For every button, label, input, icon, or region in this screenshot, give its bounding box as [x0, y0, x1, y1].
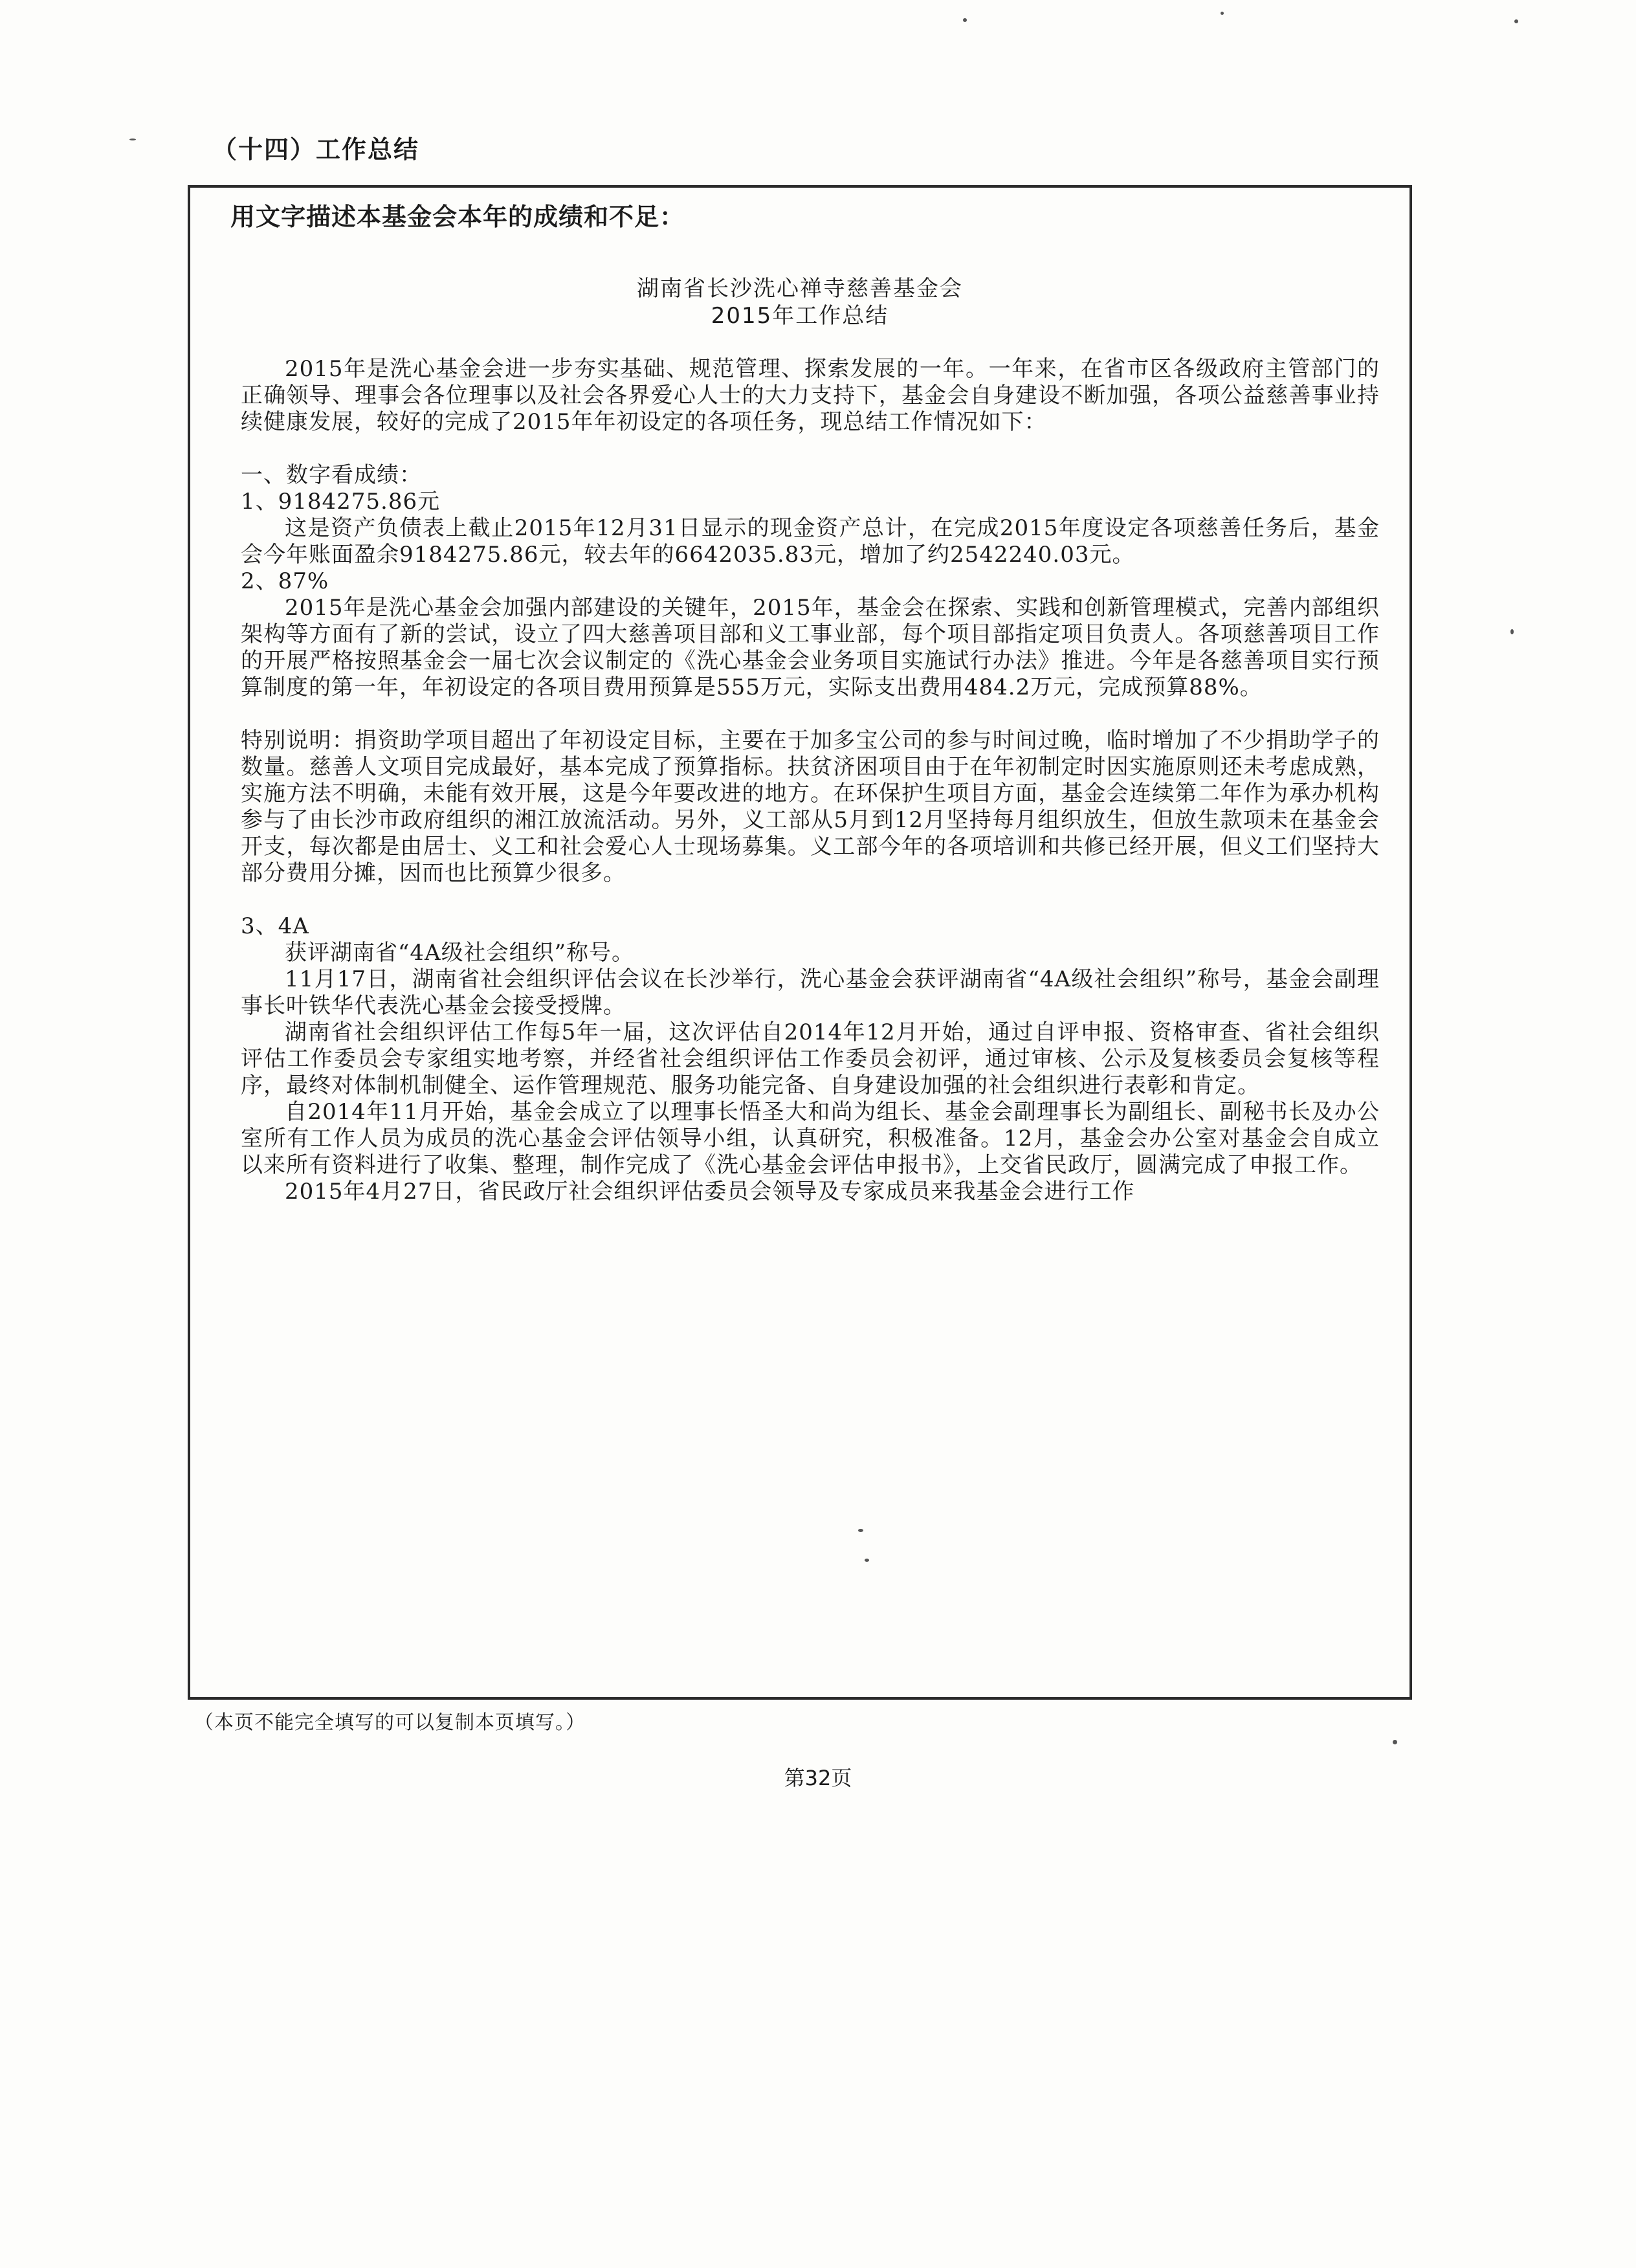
- section-title: （十四）工作总结: [212, 135, 420, 164]
- paragraph-item3-award: 获评湖南省“4A级社会组织”称号。: [285, 940, 634, 966]
- scan-speck: [865, 1559, 869, 1562]
- document-title-line1: 湖南省长沙洗心禅寺慈善基金会: [637, 276, 963, 302]
- paragraph-item2-body: 2015年是洗心基金会加强内部建设的关键年，2015年，基金会在探索、实践和创新管理模式，完善内部组织架构等方面有了新的尝试，设立了四大慈善项目部和义工事业部，每个项目部指定项目负责人。各项慈善项目工作的开展严格按照基金会一届七次会议制定的《洗心基金会业务项目实施试行办法》推进。今年是各慈善项目实行预算制度的第一年，年初设定的各项目费用预算是555万元，实际支出费用484.2万元，完成预算88%。: [241, 595, 1380, 700]
- paragraph-item1-body: 这是资产负债表上截止2015年12月31日显示的现金资产总计，在完成2015年度设定各项慈善任务后，基金会今年账面盈余9184275.86元，较去年的6642035.83元，增加了约2542240.03元。: [241, 515, 1380, 568]
- scan-speck: [1221, 12, 1224, 15]
- scan-speck: [1510, 629, 1514, 634]
- work-summary-box: [188, 185, 1412, 1700]
- paragraph-item2-title: 2、87%: [241, 568, 329, 594]
- paragraph-item1-title: 1、9184275.86元: [241, 489, 441, 515]
- paragraph-item3-ceremony: 11月17日，湖南省社会组织评估会议在长沙举行，洗心基金会获评湖南省“4A级社会组织”称号，基金会副理事长叶铁华代表洗心基金会接受授牌。: [241, 966, 1380, 1019]
- summary-body: [241, 356, 1380, 1205]
- paragraph-intro: 2015年是洗心基金会进一步夯实基础、规范管理、探索发展的一年。一年来，在省市区各级政府主管部门的正确领导、理事会各位理事以及社会各界爱心人士的大力支持下，基金会自身建设不断加强，各项公益慈善事业持续健康发展，较好的完成了2015年年初设定的各项任务，现总结工作情况如下：: [241, 356, 1380, 435]
- scan-speck: [1514, 19, 1518, 23]
- document-title-line2: 2015年工作总结: [711, 303, 889, 329]
- scan-speck: [858, 1529, 863, 1532]
- scan-speck: [963, 18, 967, 22]
- paragraph-special-note: 特别说明：捐资助学项目超出了年初设定目标，主要在于加多宝公司的参与时间过晚，临时增加了不少捐助学子的数量。慈善人文项目完成最好，基本完成了预算指标。扶贫济困项目由于在年初制定时因实施原则还未考虑成熟，实施方法不明确，未能有效开展，这是今年要改进的地方。在环保护生项目方面，基金会连续第二年作为承办机构参与了由长沙市政府组织的湘江放流活动。另外，义工部从5月到12月坚持每月组织放生，但放生款项未在基金会开支，每次都是由居士、义工和社会爱心人士现场募集。义工部今年的各项培训和共修已经开展，但义工们坚持大部分费用分摊，因而也比预算少很多。: [241, 728, 1380, 886]
- paragraph-item3-process: 湖南省社会组织评估工作每5年一届，这次评估自2014年12月开始，通过自评申报、资格审查、省社会组织评估工作委员会专家组实地考察，并经省社会组织评估工作委员会初评，通过审核、公示及复核委员会复核等程序，最终对体制机制健全、运作管理规范、服务功能完备、自身建设加强的社会组织进行表彰和肯定。: [241, 1019, 1380, 1098]
- footnote: （本页不能完全填写的可以复制本页填写。）: [194, 1711, 586, 1734]
- page-number: 第32页: [784, 1766, 852, 1790]
- scan-speck: [1393, 1740, 1397, 1744]
- paragraph-item3-preparation: 自2014年11月开始，基金会成立了以理事长悟圣大和尚为组长、基金会副理事长为副组长、副秘书长及办公室所有工作人员为成员的洗心基金会评估领导小组，认真研究，积极准备。12月，基金会办公室对基金会自成立以来所有资料进行了收集、整理，制作完成了《洗心基金会评估申报书》，上交省民政厅，圆满完成了申报工作。: [241, 1099, 1380, 1178]
- box-label: 用文字描述本基金会本年的成绩和不足：: [230, 203, 685, 231]
- scan-speck: [129, 139, 136, 140]
- paragraph-heading-numbers: 一、数字看成绩：: [241, 462, 422, 488]
- paragraph-item3-visit: 2015年4月27日，省民政厅社会组织评估委员会领导及专家成员来我基金会进行工作: [285, 1179, 1135, 1205]
- paragraph-item3-title: 3、4A: [241, 913, 309, 939]
